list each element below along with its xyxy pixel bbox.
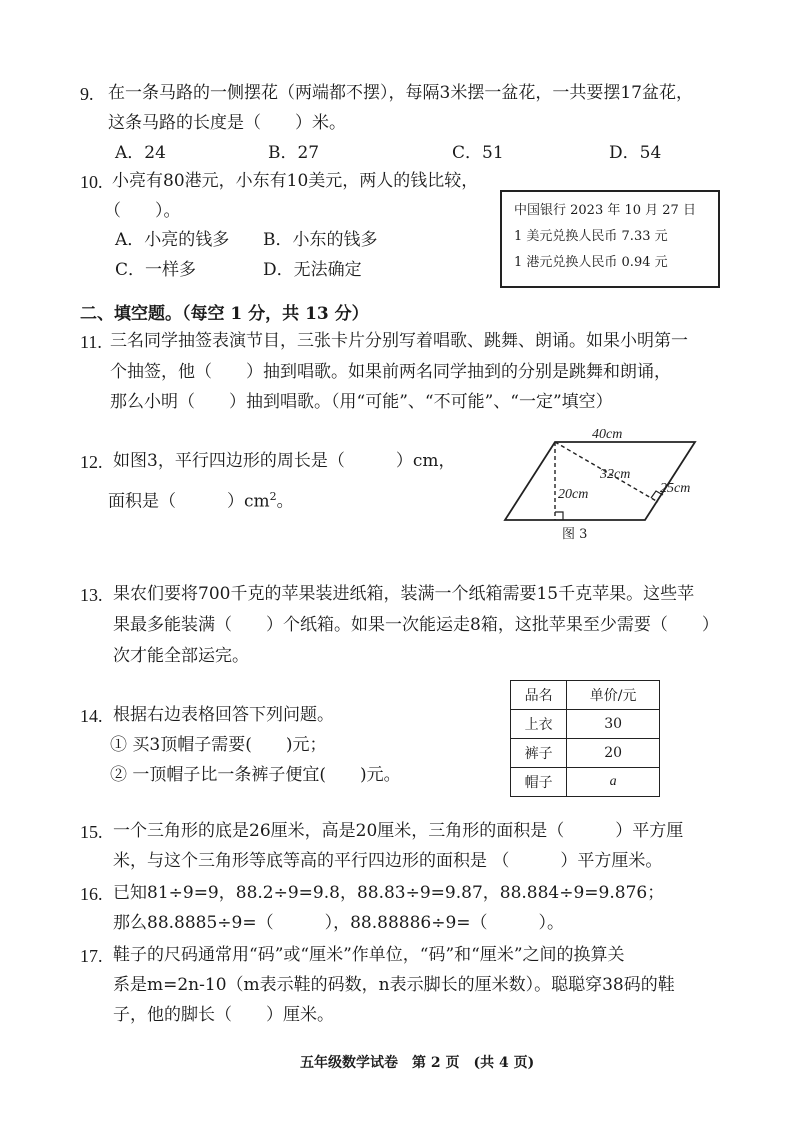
table-header-cell: 单价/元: [567, 681, 660, 710]
question-16-text-line2: 那么88.8885÷9=（ ），88.88886÷9=（ ）。: [113, 913, 565, 933]
label-height-20cm: 20cm: [558, 487, 589, 502]
question-9-text-line2: 这条马路的长度是（ ）米。: [108, 113, 346, 133]
question-16-number: 16.: [80, 884, 103, 904]
figure-3-caption: 图 3: [562, 527, 588, 542]
question-11-text-line2: 个抽签，他（ ）抽到唱歌。如果前两名同学抽到的分别是跳舞和朗诵，: [110, 362, 671, 382]
question-16-text-line1: 已知81÷9=9，88.2÷9=9.8，88.83÷9=9.87，88.884÷9=9.876；: [113, 883, 665, 903]
table-cell: 帽子: [511, 768, 567, 797]
question-13-number: 13.: [80, 585, 103, 605]
height-right-angle-mark: [555, 512, 563, 520]
question-10-text-line2: （ ）。: [104, 201, 181, 221]
question-15-text-line2: 米，与这个三角形等底等高的平行四边形的面积是 （ ）平方厘米。: [113, 851, 663, 871]
price-table: [510, 680, 660, 797]
question-14-text-line1: 根据右边表格回答下列问题。: [113, 705, 334, 725]
label-diagonal-32cm: 32cm: [600, 467, 631, 482]
label-top-40cm: 40cm: [592, 427, 623, 442]
question-10-text-line1: 小亮有80港元，小东有10美元，两人的钱比较，: [112, 171, 479, 191]
table-row: [511, 710, 660, 739]
question-13-text-line3: 次才能全部运完。: [113, 646, 249, 666]
question-9-option-c: C．51: [452, 143, 504, 163]
table-header-cell: 品名: [511, 681, 567, 710]
exchange-rate-usd: 1 美元兑换人民币 7.33 元: [514, 229, 668, 244]
question-10-option-a: A．小亮的钱多: [115, 230, 230, 250]
question-17-text-line3: 子，他的脚长（ ）厘米。: [113, 1005, 334, 1025]
table-row: [511, 739, 660, 768]
table-row: [511, 768, 660, 797]
question-14-item-2: ② 一顶帽子比一条裤子便宜( )元。: [110, 765, 401, 785]
question-11-number: 11.: [80, 332, 102, 352]
question-9-number: 9.: [80, 84, 94, 104]
question-15-text-line1: 一个三角形的底是26厘米，高是20厘米，三角形的面积是（ ）平方厘: [113, 821, 684, 841]
question-10-number: 10.: [80, 172, 103, 192]
question-9-option-b: B．27: [268, 143, 320, 163]
parallelogram-figure: [495, 422, 705, 547]
question-14-number: 14.: [80, 706, 103, 726]
question-13-text-line1: 果农们要将700千克的苹果装进纸箱，装满一个纸箱需要15千克苹果。这些苹: [113, 584, 695, 604]
exchange-rate-date: 中国银行 2023 年 10 月 27 日: [514, 203, 696, 218]
table-header-row: [511, 681, 660, 710]
question-9-text-line1: 在一条马路的一侧摆花（两端都不摆），每隔3米摆一盆花，一共要摆17盆花，: [108, 83, 693, 103]
table-cell: 30: [567, 710, 660, 739]
table-cell: 20: [567, 739, 660, 768]
page-footer: 五年级数学试卷 第 2 页 (共 4 页): [300, 1055, 535, 1071]
question-17-text-line1: 鞋子的尺码通常用“码”或“厘米”作单位，“码”和“厘米”之间的换算关: [113, 945, 625, 965]
question-10-option-b: B．小东的钱多: [263, 230, 378, 250]
exchange-rate-box: [500, 190, 720, 288]
question-13-text-line2: 果最多能装满（ ）个纸箱。如果一次能运走8箱，这批苹果至少需要（ ）: [113, 615, 719, 635]
question-14-item-1: ① 买3顶帽子需要( )元；: [110, 735, 327, 755]
question-9-option-a: A．24: [115, 143, 166, 163]
question-12-text-line1: 如图3，平行四边形的周长是（ ）cm，: [113, 451, 456, 471]
question-10-option-c: C．一样多: [115, 260, 197, 280]
question-11-text-line3: 那么小明（ ）抽到唱歌。（用“可能”、“不可能”、“一定”填空）: [110, 392, 613, 412]
exchange-rate-hkd: 1 港元兑换人民币 0.94 元: [514, 255, 668, 270]
question-12-text-line2: 面积是（ ）$cm^2$。: [108, 490, 294, 512]
question-17-text-line2: 系是m=2n-10（m表示鞋的码数，n表示脚长的厘米数）。聪聪穿38码的鞋: [113, 975, 675, 995]
section-2-heading: 二、填空题。（每空 1 分，共 13 分）: [80, 304, 369, 324]
question-10-option-d: D．无法确定: [263, 260, 362, 280]
table-cell: 裤子: [511, 739, 567, 768]
question-17-number: 17.: [80, 946, 103, 966]
question-12-number: 12.: [80, 452, 103, 472]
table-cell: 上衣: [511, 710, 567, 739]
question-15-number: 15.: [80, 822, 103, 842]
question-11-text-line1: 三名同学抽签表演节目，三张卡片分别写着唱歌、跳舞、朗诵。如果小明第一: [110, 331, 688, 351]
table-cell: a: [567, 768, 660, 797]
label-side-25cm: 25cm: [660, 481, 691, 496]
question-9-option-d: D．54: [609, 143, 662, 163]
